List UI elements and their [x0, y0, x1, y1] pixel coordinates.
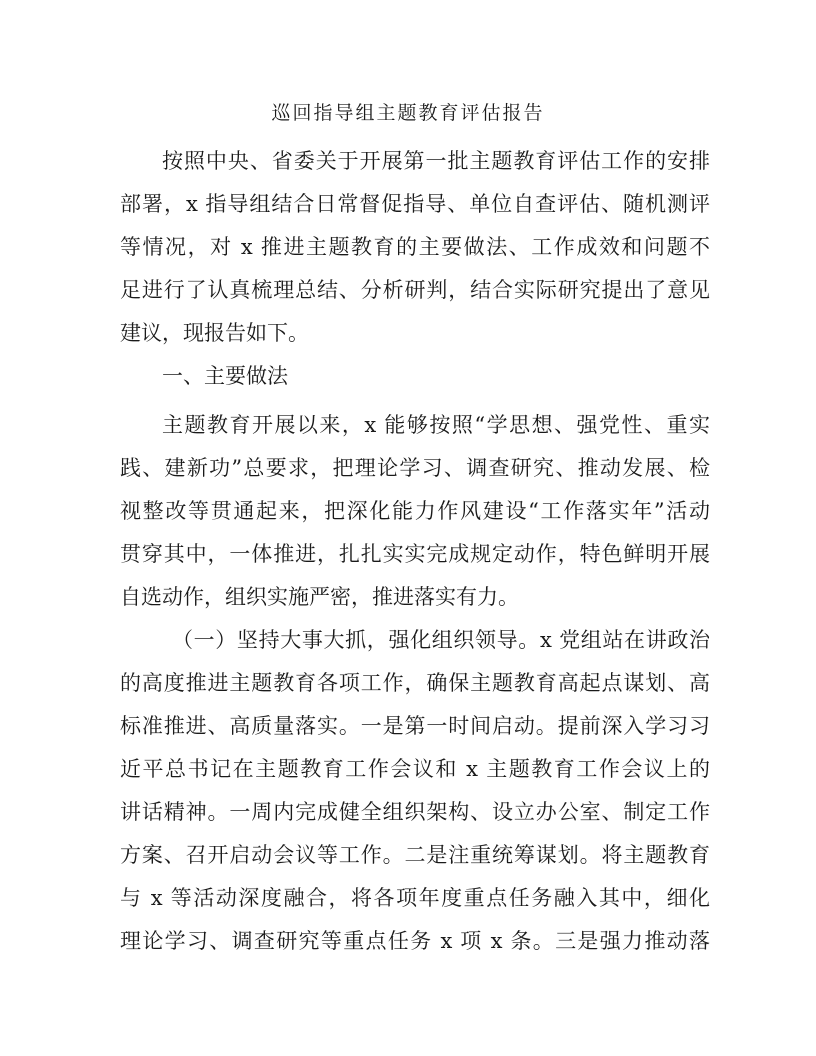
- paragraph-line: 等情况，对 x 推进主题教育的主要做法、工作成效和问题不: [120, 235, 710, 259]
- section-1-paragraph: [120, 404, 710, 619]
- subsection-1-paragraph: [120, 619, 710, 963]
- paragraph-line: 标准推进、高质量落实。一是第一时间启动。提前深入学习习: [120, 714, 710, 738]
- paragraph-line: 足进行了认真梳理总结、分析研判，结合实际研究提出了意见: [120, 278, 710, 302]
- paragraph-line: 按照中央、省委关于开展第一批主题教育评估工作的安排: [162, 149, 710, 173]
- paragraph-line: 部署，x 指导组结合日常督促指导、单位自查评估、随机测评: [120, 192, 710, 216]
- paragraph-line: 方案、召开启动会议等工作。二是注重统筹谋划。将主题教育: [120, 843, 710, 867]
- paragraph-line: 视整改等贯通起来，把深化能力作风建设“工作落实年”活动: [120, 499, 710, 523]
- paragraph-line: 自选动作，组织实施严密，推进落实有力。: [120, 585, 519, 609]
- paragraph-line: 讲话精神。一周内完成健全组织架构、设立办公室、制定工作: [120, 800, 710, 824]
- document-title: 巡回指导组主题教育评估报告: [271, 102, 545, 124]
- paragraph-line: 与 x 等活动深度融合，将各项年度重点任务融入其中，细化: [120, 886, 710, 910]
- paragraph-line: （一）坚持大事大抓，强化组织领导。x 党组站在讲政治: [172, 628, 710, 652]
- section-heading: 一、主要做法: [162, 364, 288, 388]
- paragraph-line: 建议，现报告如下。: [120, 321, 309, 345]
- paragraph-line: 贯穿其中，一体推进，扎扎实实完成规定动作，特色鲜明开展: [120, 542, 710, 566]
- intro-paragraph: [120, 140, 710, 355]
- paragraph-line: 近平总书记在主题教育工作会议和 x 主题教育工作会议上的: [120, 757, 710, 781]
- paragraph-line: 的高度推进主题教育各项工作，确保主题教育高起点谋划、高: [120, 671, 710, 695]
- paragraph-line: 理论学习、调查研究等重点任务 x 项 x 条。三是强力推动落: [120, 929, 710, 953]
- paragraph-line: 主题教育开展以来，x 能够按照“学思想、强党性、重实: [162, 413, 710, 437]
- paragraph-line: 践、建新功”总要求，把理论学习、调查研究、推动发展、检: [120, 456, 710, 480]
